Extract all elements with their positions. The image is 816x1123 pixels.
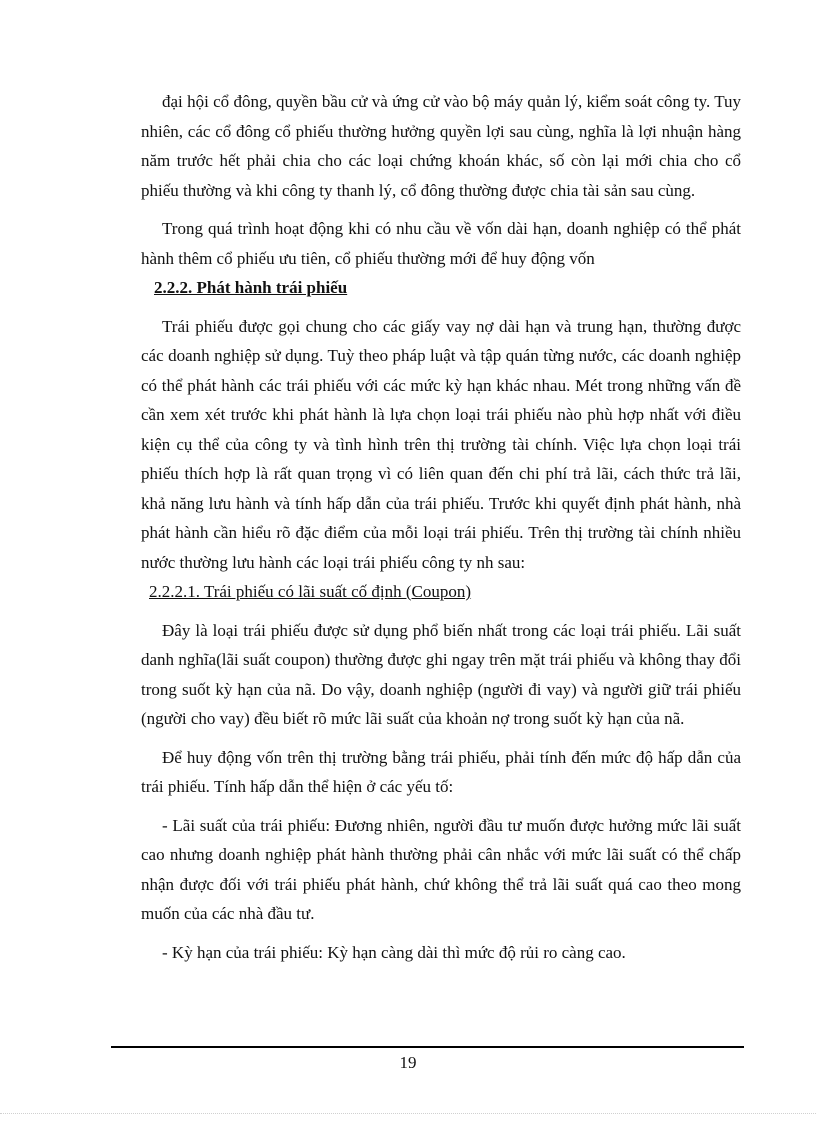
page-edge-divider (0, 1113, 816, 1114)
page-body (141, 87, 741, 967)
paragraph-bond-attractiveness: Để huy động vốn trên thị trường bằng trái phiếu, phải tính đến mức độ hấp dẫn của trái phiếu. Tính hấp dẫn thể hiện ở các yếu tố: (141, 747, 741, 796)
paragraph-additional-issuance: Trong quá trình hoạt động khi có nhu cầu về vốn dài hạn, doanh nghiệp có thể phát hành thêm cổ phiếu ưu tiên, cổ phiếu thường mới để huy động vốn (141, 219, 741, 268)
paragraph-bond-overview: Trái phiếu được gọi chung cho các giấy vay nợ dài hạn và trung hạn, thường được các doanh nghiệp sử dụng. Tuỳ theo pháp luật và tập quán từng nước, các doanh nghiệp có thể phát hành các trái phiếu với các mức kỳ hạn khác nhau. Mét trong những vấn đề cần xem xét trước khi phát hành là lựa chọn loại trái phiếu nào phù hợp nhất với điều kiện cụ thể của công ty và tình hình trên thị trường tài chính. Việc lựa chọn loại trái phiếu thích hợp là rất quan trọng vì có liên quan đến chi phí trả lãi, cách thức trả lãi, khả năng lưu hành và tính hấp dẫn của trái phiếu. Trước khi quyết định phát hành, nhà phát hành cần hiểu rõ đặc điểm của mỗi loại trái phiếu. Trên thị trường tài chính nhiều nước thường lưu hành các loại trái phiếu công ty nh sau: (141, 316, 741, 572)
paragraph-shareholder-rights: đại hội cổ đông, quyền bầu cử và ứng cử vào bộ máy quản lý, kiểm soát công ty. Tuy nhiên, các cổ đông cổ phiếu thường hưởng quyền lợi sau cùng, nghĩa là lợi nhuận hàng năm trước hết phải chia cho các loại chứng khoán khác, số còn lại mới chia cho cổ phiếu thường và khi công ty thanh lý, cổ đông thường được chia tài sản sau cùng. (141, 92, 741, 200)
paragraph-term-factor: - Kỳ hạn của trái phiếu: Kỳ hạn càng dài thì mức độ rủi ro càng cao. (162, 942, 626, 962)
section-heading-bond-issuance: 2.2.2. Phát hành trái phiếu (154, 278, 348, 297)
paragraph-fixed-rate-definition: Đây là loại trái phiếu được sử dụng phổ biến nhất trong các loại trái phiếu. Lãi suất danh nghĩa(lãi suất coupon) thường được ghi ngay trên mặt trái phiếu và không thay đổi trong suốt kỳ hạn của nã. Do vậy, doanh nghiệp (người đi vay) và người giữ trái phiếu (người cho vay) đều biết rõ mức lãi suất của khoản nợ trong suốt kỳ hạn của nã. (141, 620, 741, 728)
subsection-heading-fixed-rate-bond: 2.2.2.1. Trái phiếu có lãi suất cố định (Coupon) (149, 582, 472, 601)
footer-rule (111, 1046, 744, 1048)
page-number: 19 (399, 1053, 417, 1072)
paragraph-interest-rate-factor: - Lãi suất của trái phiếu: Đương nhiên, người đầu tư muốn được hưởng mức lãi suất cao nhưng doanh nghiệp phát hành thường phải cân nhắc với mức lãi suất có thể chấp nhận được đối với trái phiếu phát hành, chứ không thể trả lãi suất quá cao theo mong muốn của các nhà đầu tư. (141, 815, 741, 923)
